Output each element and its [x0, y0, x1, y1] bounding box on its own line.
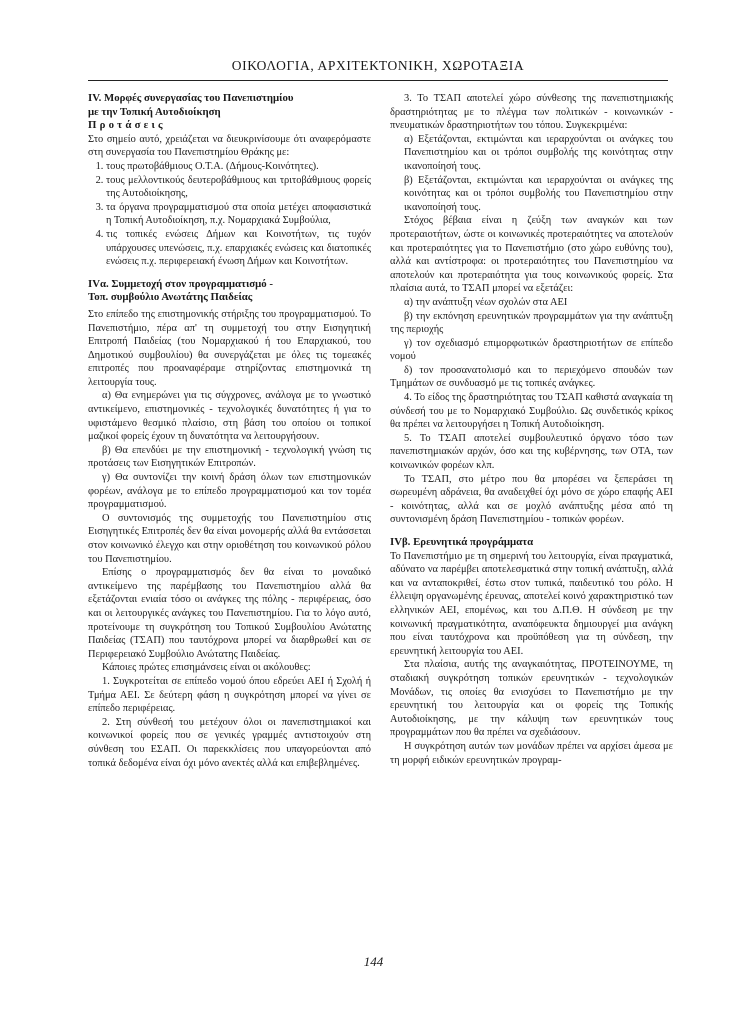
- left-column: [88, 92, 371, 770]
- header-rule: [88, 80, 668, 81]
- list-item: 4. τις τοπικές ενώσεις Δήμων και Κοινοτήτων, τις τυχόν υπάρχουσες υπενώσεις, π.χ. επαρχιακές ενώσεις και διατοπικές ενώσεις π.χ. περιφερειακή ένωση Δήμων και Κοινοτήτων.: [106, 228, 371, 269]
- sub-item-text: Εξετάζονται, εκτιμώνται και ιεραρχούνται οι ανάγκες του Πανεπιστημίου και οι τρόποι συμβολής της κοινότητας στην ικανοποίησή τους.: [404, 133, 673, 172]
- paragraph: γ) τον σχεδιασμό επιμορφωτικών δραστηριοτήτων σε επίπεδο νομού: [390, 337, 673, 363]
- section-iv-heading-line1: IV. Μορφές συνεργασίας του Πανεπιστημίου: [88, 92, 294, 104]
- sub-item-a: [390, 133, 673, 174]
- paragraph: Στόχος βέβαια είναι η ζεύξη των αναγκών και των προτεραιοτήτων, ώστε οι κοινωνικές προτεραιότητες να αποτελούν και προτεραιότητες για το Πανεπιστήμιο (στο χώρο ευθύνης του), αλλά και αντίστροφα: οι προτεραιότητες του Πανεπιστημίου να αποτελούν και προτεραιότητα για τους κοινωνικούς φορείς. Στα πλαίσια αυτά, το ΤΣΑΠ μπορεί να εξετάζει:: [390, 215, 673, 295]
- intro-paragraph: Στο σημείο αυτό, χρειάζεται να διευκρινίσουμε ότι αναφερόμαστε στη συνεργασία του Πανεπιστημίου Θράκης με:: [88, 133, 371, 159]
- sub-item-label: α): [404, 133, 413, 145]
- paragraph: β) Θα επενδύει με την επιστημονική - τεχνολογική γνώση τις προτάσεις των Εισηγητικών Επιτροπών.: [88, 444, 371, 470]
- paragraph: Κάποιες πρώτες επισημάνσεις είναι οι ακόλουθες:: [102, 662, 311, 674]
- paragraph: Το Πανεπιστήμιο με τη σημερινή του λειτουργία, είναι πραγματικά, αδύνατο να παρέμβει αποτελεσματικά στην τοπική ανάπτυξη, αλλά και να ανταποκριθεί, έστω στον τυπικά, παιδευτικό του ρόλο. Η έλλειψη οργανωμένης έρευνας, αποτελεί κοινό χαρακτηριστικό των ελληνικών ΑΕΙ, επομένως, και του Δ.Π.Θ. Η σύνδεση με την κοινωνική πραγματικότητα, αναπόφευκτα δημιουργεί μια ανάγκη που είναι ταυτόχρονα και προϋπόθεση για τη σύνδεση, την ερευνητική λειτουργία του ΑΕΙ.: [390, 550, 673, 657]
- paragraph: 5. Το ΤΣΑΠ αποτελεί συμβουλευτικό όργανο τόσο των πανεπιστημιακών αρχών, όσο και της κυβέρνησης, των ΟΤΑ, των κοινωνικών φορέων κλπ.: [390, 432, 673, 472]
- paragraph: 3. Το ΤΣΑΠ αποτελεί χώρο σύνθεσης της πανεπιστημιακής δραστηριότητας με το πλέγμα των πολιτικών - κοινωνικών - πνευματικών δραστηριοτήτων του τόπου. Συγκεκριμένα:: [390, 93, 673, 132]
- paragraph: δ) τον προσανατολισμό και το περιεχόμενο σπουδών των Τμημάτων σε συνδυασμό με τις τοπικές ανάγκες.: [390, 364, 673, 390]
- paragraph: γ) Θα συντονίζει την κοινή δράση όλων των επιστημονικών φορέων, ανάλογα με το επίπεδο προγραμματισμού και τον τομέα προγραμματισμού.: [88, 472, 371, 511]
- right-column: [390, 92, 673, 767]
- section-ivb-heading: IVβ. Ερευνητικά προγράμματα: [390, 536, 534, 548]
- sub-item-b: [390, 174, 673, 215]
- paragraph: Στα πλαίσια, αυτής της αναγκαιότητας, ΠΡΟΤΕΙΝΟΥΜΕ, τη σταδιακή συγκρότηση τοπικών ερευνητικών - τεχνολογικών Μονάδων, τις οποίες θα ενισχύσει το Πανεπιστήμιο με την ερευνητική του λειτουργία και οι φορείς της Τοπικής Αυτοδιοίκησης, με την κάλυψη των ερευνητικών τους προγραμμάτων που θα πρέπει να σχεδιάσουν.: [390, 659, 673, 739]
- cooperation-list: [88, 160, 371, 269]
- list-item: 2. τους μελλοντικούς δευτεροβάθμιους και τριτοβάθμιους φορείς της Αυτοδιοίκησης,: [106, 174, 371, 201]
- paragraph: Το ΤΣΑΠ, στο μέτρο που θα μπορέσει να ξεπεράσει τη σωρευμένη αδράνεια, θα αναδειχθεί όχι μόνο σε χώρο επαφής ΑΕΙ - κοινότητας, αλλά και σε μοχλό ανάπτυξης μέσα από τη συντονισμένη δράση Πανεπιστημίου - τοπικών φορέων.: [390, 473, 673, 526]
- list-item: 3. τα όργανα προγραμματισμού στα οποία μετέχει αποφασιστικά η Τοπική Αυτοδιοίκηση, π.χ. Νομαρχιακά Συμβούλια,: [106, 201, 371, 228]
- paragraph: Ο συντονισμός της συμμετοχής του Πανεπιστημίου στις Εισηγητικές Επιτροπές δεν θα είναι μονομερής αλλά θα εντάσσεται στον κοινωνικό έλεγχο και στην οριοθέτηση του κοινωνικού ρόλου του Πανεπιστημίου.: [88, 512, 371, 565]
- section-iva-heading-line2: Τοπ. συμβούλιο Ανωτάτης Παιδείας: [88, 291, 253, 304]
- section-iva-heading-line1: IVα. Συμμετοχή στον προγραμματισμό -: [88, 277, 273, 290]
- page-number: 144: [363, 954, 384, 969]
- paragraph: Επίσης ο προγραμματισμός δεν θα είναι το μοναδικό αντικείμενο της παρέμβασης του Πανεπιστημίου αλλά θα εξετάζονται ενιαία τόσο οι ανάγκες της πόλης - περιφέρειας, όσο και οι λειτουργικές ανάγκες του Πανεπιστημίου. Για το λόγο αυτό, προτείνουμε τη συγκρότηση του Τοπικού Συμβουλίου Ανώτατης Παιδείας (ΤΣΑΠ) που ταυτόχρονα μπορεί να διαρθρωθεί και σε Περιφερειακό Συμβούλιο Ανώτατης Παιδείας.: [88, 567, 371, 660]
- paragraph: β) την εκπόνηση ερευνητικών προγραμμάτων για την ανάπτυξη της περιοχής: [390, 310, 673, 336]
- paragraph: Στο επίπεδο της επιστημονικής στήριξης του προγραμματισμού. Το Πανεπιστήμιο, πέρα απ' τη συμμετοχή του στην Εισηγητική Επιτροπή Παιδείας (του Νομαρχιακού ή του Επαρχιακού, του Δημοτικού συμβουλίου) θα συνεργάζεται με όλες τις τομεακές επιτροπές που προαναφέραμε στηρίζοντας επιστημονικά τη λειτουργία τους.: [88, 308, 371, 388]
- proposals-heading: Προτάσεις: [88, 119, 166, 132]
- sub-item-label: β): [404, 174, 413, 186]
- paragraph: 4. Το είδος της δραστηριότητας του ΤΣΑΠ καθιστά αναγκαία τη σύνδεσή του με το Νομαρχιακό Συμβούλιο. Ως συνδετικός κρίκος θα πρέπει να λειτουργήσει η Τοπική Αυτοδιοίκηση.: [390, 392, 673, 431]
- list-item: 1. τους πρωτοβάθμιους Ο.Τ.Α. (Δήμους-Κοινότητες).: [106, 160, 371, 174]
- running-header: ΟΙΚΟΛΟΓΙΑ, ΑΡΧΙΤΕΚΤΟΝΙΚΗ, ΧΩΡΟΤΑΞΙΑ: [231, 58, 525, 73]
- paragraph: α) την ανάπτυξη νέων σχολών στα ΑΕΙ: [404, 296, 568, 308]
- section-iv-heading-line2: με την Τοπική Αυτοδιοίκηση: [88, 105, 221, 118]
- paragraph: α) Θα ενημερώνει για τις σύγχρονες, ανάλογα με το γνωστικό αντικείμενο, επιστημονικές - τεχνολογικές δυνατότητες ή για το υφιστάμενο θεσμικό πλαίσιο, στη βάση του οποίου οι τοπικοί μαζικοί φορείς έχουν τη δυνατότητα να λειτουργήσουν.: [88, 390, 371, 443]
- paragraph: 2. Στη σύνθεσή του μετέχουν όλοι οι πανεπιστημιακοί και κοινωνικοί φορείς που σε γενικές γραμμές αντιστοιχούν στη σύνθεση του ΕΣΑΠ. Οι παρεκκλίσεις που υπαγορεύονται από τοπικά δεδομένα είναι όχι μόνο ανεκτές αλλά και επιβεβλημένες.: [88, 716, 371, 769]
- paragraph: Η συγκρότηση αυτών των μονάδων πρέπει να αρχίσει άμεσα με τη μορφή ειδικών ερευνητικών προγραμ-: [390, 740, 673, 766]
- sub-item-text: Εξετάζονται, εκτιμώνται και ιεραρχούνται οι ανάγκες της κοινότητας και οι τρόποι συμβολής του Πανεπιστημίου στην ικανοποίησή τους.: [404, 174, 673, 213]
- paragraph: 1. Συγκροτείται σε επίπεδο νομού όπου εδρεύει ΑΕΙ ή Σχολή ή Τμήμα ΑΕΙ. Σε δεύτερη φάση η συγκρότηση μπορεί να γίνει σε επίπεδο περιφέρειας.: [88, 675, 371, 715]
